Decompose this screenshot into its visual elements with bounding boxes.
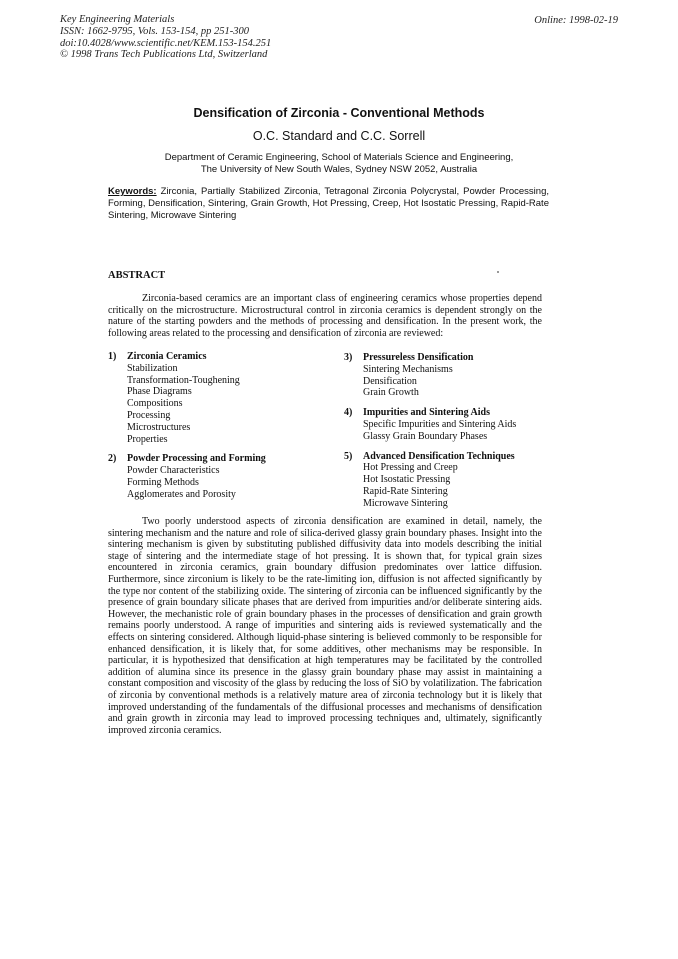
topic-number: 5): [344, 450, 353, 462]
topic-number: 1): [108, 351, 117, 362]
online-date: Online: 1998-02-19: [534, 15, 618, 26]
copyright-line: © 1998 Trans Tech Publications Ltd, Switzerland: [60, 49, 268, 61]
topic-item: Glassy Grain Boundary Phases: [363, 430, 488, 442]
topic-item: Properties: [127, 433, 168, 445]
topic-group: [344, 352, 516, 399]
topic-number: 4): [344, 407, 353, 419]
topic-item: Specific Impurities and Sintering Aids: [363, 418, 517, 430]
topic-item: Microwave Sintering: [363, 497, 448, 509]
topic-column-left: [108, 351, 266, 509]
topic-title: Pressureless Densification: [363, 352, 474, 363]
topic-item: Hot Pressing and Creep: [363, 462, 458, 474]
topic-title: Powder Processing and Forming: [127, 453, 266, 465]
keywords: [108, 186, 549, 222]
topic-title: Impurities and Sintering Aids: [363, 407, 490, 419]
topic-item: Transformation-Toughening: [127, 374, 240, 386]
topic-group: [108, 351, 266, 445]
topic-item: Agglomerates and Porosity: [127, 488, 236, 500]
abstract-heading: ABSTRACT: [108, 270, 166, 281]
topic-item: Powder Characteristics: [127, 465, 220, 477]
topic-number: 2): [108, 453, 117, 465]
affiliation-line-2: The University of New South Wales, Sydney NSW 2052, Australia: [200, 164, 478, 175]
topic-group: [344, 407, 516, 442]
topic-item: Forming Methods: [127, 476, 199, 488]
topic-item: Phase Diagrams: [127, 386, 192, 398]
topic-item: Stabilization: [127, 362, 178, 374]
topic-item: Compositions: [127, 398, 183, 410]
journal-name: Key Engineering Materials: [60, 14, 175, 25]
topic-item: Processing: [127, 409, 171, 421]
topic-item: Rapid-Rate Sintering: [363, 485, 448, 497]
topic-item: Densification: [363, 375, 417, 387]
topic-column-right: [344, 352, 516, 518]
topic-item: Hot Isostatic Pressing: [363, 474, 451, 486]
topic-number: 3): [344, 352, 353, 363]
affiliation-line-1: Department of Ceramic Engineering, School of Materials Science and Engineering,: [164, 152, 514, 163]
abstract-paragraph-1: Zirconia-based ceramics are an important class of engineering ceramics whose properties depend critically on the microstructure. Microstructural control in zirconia ceramics is dependent strongly on the nature of the starting powders and the methods of processing and densification. In the present work, the following areas related to the processing and densification of zirconia are reviewed:: [108, 293, 542, 339]
affiliation: [0, 152, 678, 176]
topic-title: Advanced Densification Techniques: [363, 450, 515, 462]
keywords-text: Zirconia, Partially Stabilized Zirconia, Tetragonal Zirconia Polycrystal, Powder Processing, Forming, Densification, Sintering, Grain Growth, Hot Pressing, Creep, Hot Isostatic Pressing, Rapid-Rate Sintering, Microwave Sintering: [108, 186, 549, 221]
paper-title: Densification of Zirconia - Conventional Methods: [193, 106, 485, 120]
journal-header: [60, 14, 271, 61]
topic-item: Grain Growth: [363, 387, 419, 399]
topic-title: Zirconia Ceramics: [127, 351, 207, 362]
keywords-label: Keywords:: [108, 186, 157, 197]
topic-group: [108, 453, 266, 500]
topic-item: Microstructures: [127, 421, 191, 433]
issn-line: ISSN: 1662-9795, Vols. 153-154, pp 251-300: [60, 25, 249, 37]
doi-line: doi:10.4028/www.scientific.net/KEM.153-154.251: [60, 37, 272, 49]
paper-authors: O.C. Standard and C.C. Sorrell: [252, 129, 426, 143]
topic-item: Sintering Mechanisms: [363, 363, 453, 375]
abstract-paragraph-2: Two poorly understood aspects of zirconia densification are examined in detail, namely, the sintering mechanism and the nature and role of silica-derived glassy grain boundary phases. Insight into the sintering mechanism is given by substituting published diffusivity data into models describing the initial stage of sintering and the intermediate stage of hot pressing. It is shown that, for typical grain sizes encountered in zirconia ceramics, grain boundary diffusion predominates over lattice diffusion. Furthermore, since zirconium is likely to be the rate-limiting ion, diffusion is not affected significantly by the type nor content of the stabilizing oxide. The sintering of zirconia can be influenced significantly by the presence of grain boundary silicate phases that are derived from impurities and/or deliberate sintering aids. However, the mechanistic role of grain boundary phases in the processes of densification and grain growth remains poorly understood. A range of impurities and sintering aids is reviewed systematically and the effects on sintering considered. Although liquid-phase sintering is believed commonly to be responsible for enhanced densification, it is likely that, for some additives, other mechanisms may be responsible. In particular, it is hypothesized that densification at high temperatures may be facilitated by the controlled addition of alumina since its presence in the glassy grain boundary phase may assist in maintaining a constant composition and viscosity of the glass by reducing the loss of SiO by volatilization. The fabrication of zirconia by conventional methods is a relatively mature area of zirconia technology but it is likely that improved understanding of the fundamentals of the diffusional processes and mechanisms of densification and grain growth in zirconia may lead to improved processing techniques and, ultimately, significantly improved zirconia ceramics.: [108, 516, 542, 736]
topic-group: [344, 451, 516, 510]
scan-speck: [497, 271, 499, 273]
